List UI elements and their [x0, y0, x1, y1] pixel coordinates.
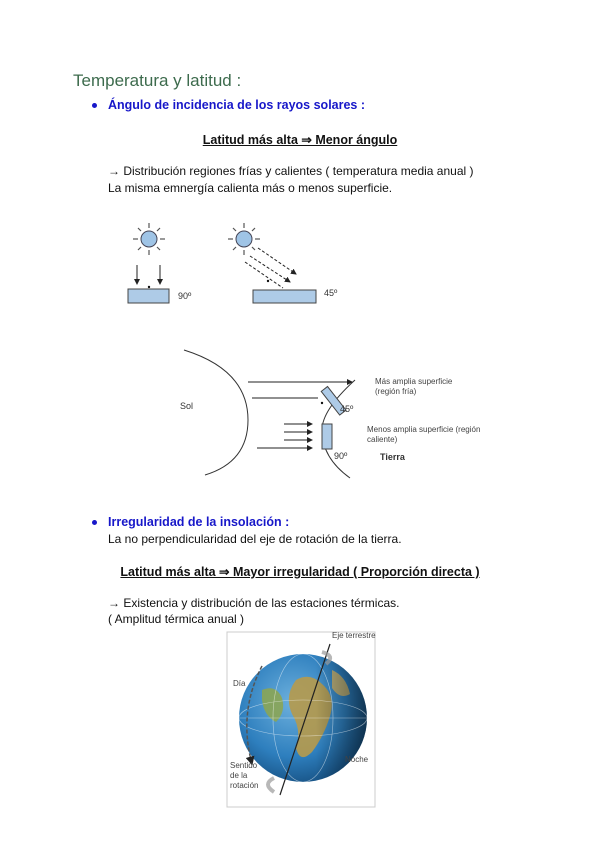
label-rotation-1: Sentido: [230, 761, 258, 770]
label-narrow-1: Menos amplia superficie (región: [367, 425, 481, 434]
rule-latitude-irregularity: Latitud más alta ⇒ Mayor irregularidad ( Proporción directa ): [120, 565, 480, 579]
label-wide-1: Más amplia superficie: [375, 377, 453, 386]
label-rotation-2: de la: [230, 771, 248, 780]
label-90-top: 90º: [178, 291, 192, 301]
label-night: Noche: [345, 755, 369, 764]
bullet-heading-angle: Ángulo de incidencia de los rayos solares :: [108, 98, 366, 112]
label-45-earth: 45º: [340, 404, 354, 414]
rule-latitude-angle: Latitud más alta ⇒ Menor ángulo: [202, 133, 398, 147]
label-day: Día: [233, 679, 246, 688]
text-amplitude: ( Amplitud térmica anual ): [108, 612, 245, 626]
bullet-heading-insolation: Irregularidad de la insolación :: [108, 515, 290, 529]
label-90-earth: 90º: [334, 451, 348, 461]
label-narrow-2: caliente): [367, 435, 398, 444]
label-rotation-3: rotación: [230, 781, 259, 790]
label-tierra: Tierra: [380, 452, 405, 462]
page-title: Temperatura y latitud :: [73, 71, 242, 90]
text-seasons: → Existencia y distribución de las estaciones térmicas.: [108, 596, 400, 610]
label-axis: Eje terrestre: [332, 631, 376, 640]
label-wide-2: (región fría): [375, 387, 417, 396]
text-distribution: → Distribución regiones frías y calientes ( temperatura media anual ): [108, 164, 474, 178]
label-sol: Sol: [180, 401, 194, 411]
text-axis: La no perpendicularidad del eje de rotación de la tierra.: [108, 532, 402, 546]
text-energy: La misma emnergía calienta más o menos superficie.: [108, 181, 393, 195]
label-45-top: 45º: [324, 288, 338, 298]
